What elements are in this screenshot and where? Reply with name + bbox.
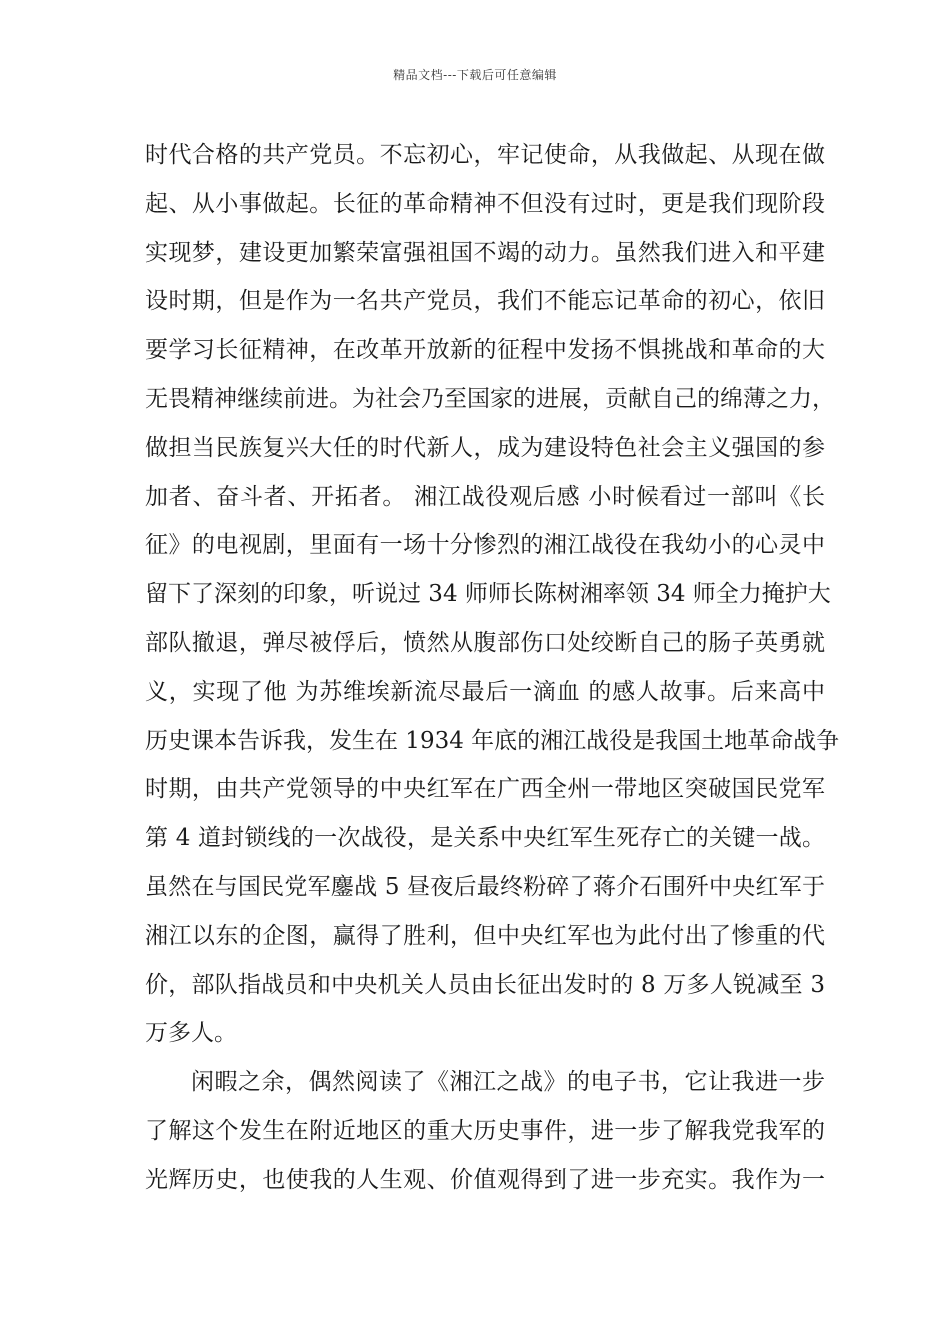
text-line: 义，实现了他 为苏维埃新流尽最后一滴血 的感人故事。后来高中 (145, 678, 825, 705)
page-header: 精品文档---下载后可任意编辑 (393, 68, 557, 82)
text-line: 做担当民族复兴大任的时代新人，成为建设特色社会主义强国的参 (145, 434, 825, 461)
text-line: 加者、奋斗者、开拓者。 湘江战役观后感 小时候看过一部叫《长 (145, 483, 825, 510)
text-line: 无畏精神继续前进。为社会乃至国家的进展，贡献自己的绵薄之力， (145, 385, 835, 412)
text-line: 时代合格的共产党员。不忘初心，牢记使命，从我做起、从现在做 (145, 142, 825, 168)
text-line: 万多人。 (145, 1020, 237, 1047)
text-line: 价，部队指战员和中央机关人员由长征出发时的 8 万多人锐减至 3 (145, 971, 825, 998)
text-line: 光辉历史，也使我的人生观、价值观得到了进一步充实。我作为一 (145, 1166, 825, 1193)
text-line: 起、从小事做起。长征的革命精神不但没有过时，更是我们现阶段 (145, 190, 825, 217)
text-line: 时期，由共产党领导的中央红军在广西全州一带地区突破国民党军 (145, 776, 825, 803)
text-line: 闲暇之余，偶然阅读了《湘江之战》的电子书，它让我进一步 (191, 1069, 825, 1096)
text-line: 留下了深刻的印象，听说过 34 师师长陈树湘率领 34 师全力掩护大 (145, 581, 831, 608)
text-line: 实现梦，建设更加繁荣富强祖国不竭的动力。虽然我们进入和平建 (145, 239, 825, 266)
text-line: 部队撤退，弹尽被俘后，愤然从腹部伤口处绞断自己的肠子英勇就 (145, 629, 825, 656)
text-line: 了解这个发生在附近地区的重大历史事件，进一步了解我党我军的 (145, 1117, 825, 1144)
document-body (145, 131, 840, 1205)
text-line: 要学习长征精神，在改革开放新的征程中发扬不惧挑战和革命的大 (145, 337, 825, 364)
text-line: 第 4 道封锁线的一次战役，是关系中央红军生死存亡的关键一战。 (145, 825, 825, 852)
text-line: 设时期，但是作为一名共产党员，我们不能忘记革命的初心，依旧 (145, 288, 825, 315)
text-line: 湘江以东的企图，赢得了胜利，但中央红军也为此付出了惨重的代 (145, 922, 825, 949)
text-line: 虽然在与国民党军鏖战 5 昼夜后最终粉碎了蒋介石围歼中央红军于 (145, 873, 825, 900)
text-line: 历史课本告诉我，发生在 1934 年底的湘江战役是我国土地革命战争 (145, 727, 840, 754)
text-line: 征》的电视剧，里面有一场十分惨烈的湘江战役在我幼小的心灵中 (145, 532, 825, 559)
